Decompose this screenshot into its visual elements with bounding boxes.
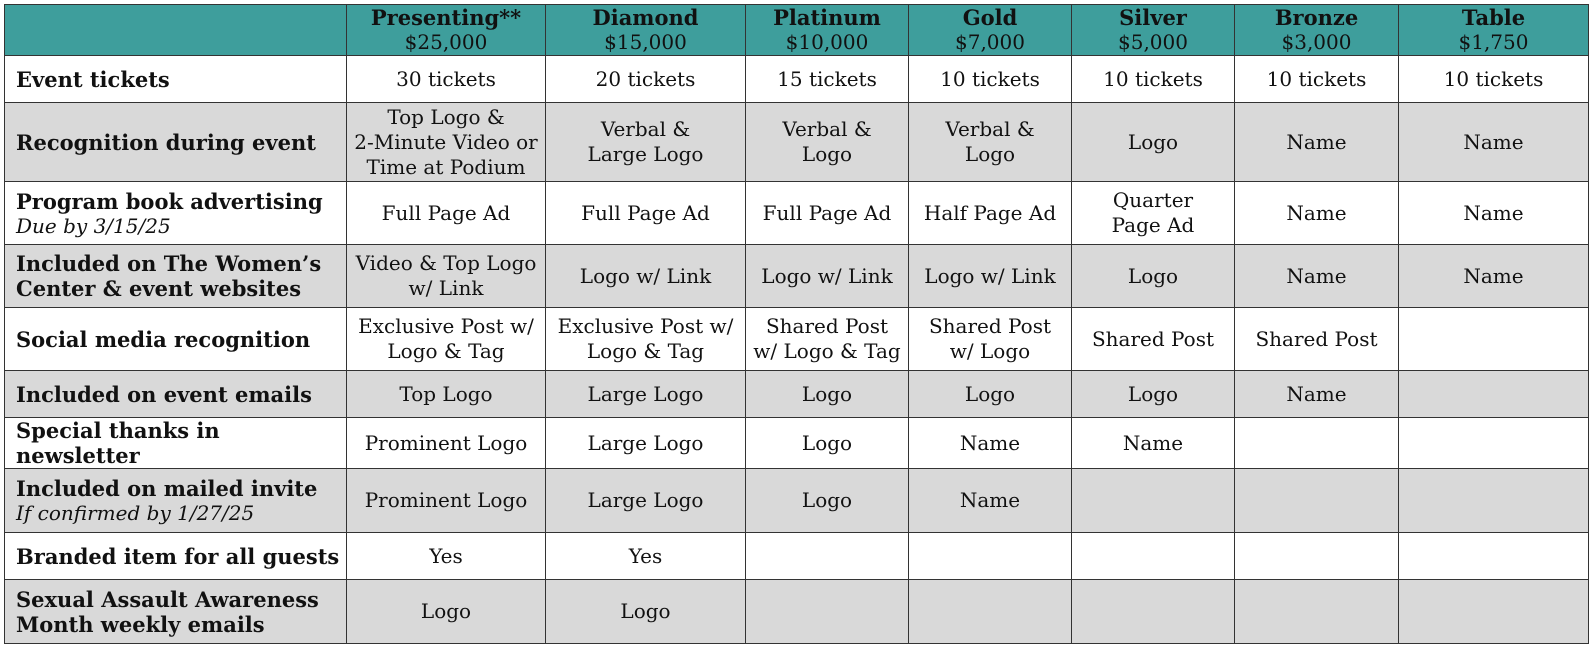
tier-price: $25,000 xyxy=(404,30,488,54)
benefit-value-cell xyxy=(909,580,1072,644)
benefit-value-cell xyxy=(1235,469,1399,533)
benefit-value-cell xyxy=(1399,580,1589,644)
benefit-value-cell xyxy=(1235,103,1399,182)
benefit-value-cell xyxy=(1399,182,1589,245)
benefit-value: Large Logo xyxy=(587,381,704,406)
tier-header-bronze xyxy=(1235,5,1399,56)
benefit-value-cell xyxy=(1399,56,1589,103)
tier-header-table xyxy=(1399,5,1589,56)
benefit-value-cell xyxy=(347,56,546,103)
benefit-value: Name xyxy=(959,430,1021,455)
benefit-value-cell xyxy=(1072,182,1235,245)
benefit-value: Verbal & Logo xyxy=(782,117,872,166)
benefit-value-cell xyxy=(546,103,746,182)
benefit-value-cell xyxy=(1072,418,1235,469)
benefit-value-cell xyxy=(1072,56,1235,103)
benefit-value-cell xyxy=(347,308,546,371)
table-row xyxy=(5,103,1589,182)
table-row xyxy=(5,533,1589,580)
benefit-label-cell xyxy=(5,103,347,182)
benefit-label-cell xyxy=(5,245,347,308)
benefit-value-cell xyxy=(347,533,546,580)
benefit-value: Logo w/ Link xyxy=(761,263,893,288)
benefit-value-cell xyxy=(746,580,909,644)
benefit-value-cell xyxy=(909,245,1072,308)
benefit-value: Logo xyxy=(620,599,671,623)
benefit-label-cell xyxy=(5,371,347,418)
tier-name: Silver xyxy=(1119,5,1187,30)
benefit-value: Name xyxy=(1286,200,1347,225)
benefit-label: Included on event emails xyxy=(16,381,312,407)
tier-price: $3,000 xyxy=(1281,30,1352,54)
benefit-value-cell xyxy=(347,371,546,418)
tier-price: $15,000 xyxy=(604,30,687,54)
tier-header-platinum xyxy=(746,5,909,56)
benefit-value: Large Logo xyxy=(587,488,704,512)
benefit-label: Special thanks in newsletter xyxy=(16,418,220,468)
benefit-label-cell xyxy=(5,533,347,580)
benefit-value-cell xyxy=(1072,580,1235,644)
benefit-value: 15 tickets xyxy=(777,66,877,91)
benefit-value-cell xyxy=(347,182,546,245)
benefit-value: Logo xyxy=(1127,129,1179,154)
benefit-value-cell xyxy=(1072,308,1235,371)
benefit-value-cell xyxy=(1235,182,1399,245)
benefit-value: Full Page Ad xyxy=(762,200,892,225)
benefit-value: Logo xyxy=(1127,381,1179,406)
benefit-value-cell xyxy=(1072,245,1235,308)
tier-header-gold xyxy=(909,5,1072,56)
benefit-value-cell xyxy=(1072,103,1235,182)
benefit-value: Prominent Logo xyxy=(364,488,528,512)
benefit-deadline: Due by 3/15/25 xyxy=(16,213,171,238)
benefit-value: Shared Post w/ Logo & Tag xyxy=(753,314,901,363)
table-row xyxy=(5,371,1589,418)
benefit-value-cell xyxy=(347,245,546,308)
benefit-value: Verbal & Logo xyxy=(945,117,1035,166)
benefit-label-cell xyxy=(5,580,347,644)
benefit-value: Verbal & Large Logo xyxy=(587,117,704,166)
benefit-value: Logo xyxy=(420,599,472,623)
benefit-value-cell xyxy=(746,308,909,371)
benefit-value: Video & Top Logo w/ Link xyxy=(355,251,537,300)
benefit-value-cell xyxy=(909,103,1072,182)
benefit-value-cell xyxy=(546,371,746,418)
benefit-value-cell xyxy=(1235,533,1399,580)
benefit-label-cell xyxy=(5,56,347,103)
benefit-label: Social media recognition xyxy=(16,326,311,352)
benefit-value: 10 tickets xyxy=(1443,66,1544,91)
benefit-value-cell xyxy=(746,56,909,103)
benefit-value: Name xyxy=(1286,381,1347,406)
sponsorship-levels-table xyxy=(4,4,1589,644)
table-row xyxy=(5,245,1589,308)
table-row xyxy=(5,580,1589,644)
benefit-value: Name xyxy=(1463,263,1524,288)
benefit-value: Yes xyxy=(429,543,463,568)
benefit-value-cell xyxy=(1235,371,1399,418)
benefit-value: Shared Post w/ Logo xyxy=(928,314,1052,363)
benefit-value-cell xyxy=(1235,308,1399,371)
benefit-value-cell xyxy=(546,533,746,580)
tier-name: Diamond xyxy=(592,5,699,30)
benefit-value: Name xyxy=(1286,263,1347,288)
benefit-value-cell xyxy=(1072,469,1235,533)
benefit-value-cell xyxy=(1072,371,1235,418)
benefit-label: Branded item for all guests xyxy=(16,543,340,569)
table-row xyxy=(5,182,1589,245)
benefit-value: 10 tickets xyxy=(940,66,1040,91)
benefit-value-cell xyxy=(909,533,1072,580)
benefit-value-cell xyxy=(546,580,746,644)
tier-price: $1,750 xyxy=(1458,30,1529,54)
benefit-value: Yes xyxy=(628,543,663,568)
benefit-value-cell xyxy=(347,103,546,182)
benefit-value-cell xyxy=(746,371,909,418)
header-corner xyxy=(5,5,347,56)
benefit-value: Logo xyxy=(801,430,853,455)
benefit-value-cell xyxy=(347,580,546,644)
benefit-value: Shared Post xyxy=(1255,326,1378,351)
benefit-value: Logo w/ Link xyxy=(924,263,1056,288)
table-body xyxy=(5,56,1589,644)
benefit-value-cell xyxy=(1235,580,1399,644)
benefit-value: Shared Post xyxy=(1091,326,1215,351)
benefit-value-cell xyxy=(909,469,1072,533)
benefit-value-cell xyxy=(909,56,1072,103)
tier-price: $10,000 xyxy=(785,30,869,54)
benefit-value-cell xyxy=(1399,418,1589,469)
benefit-value: Top Logo xyxy=(399,381,493,406)
tier-name: Bronze xyxy=(1274,5,1359,30)
benefit-label-cell xyxy=(5,418,347,469)
benefit-label: Recognition during event xyxy=(16,129,316,155)
benefit-value: Name xyxy=(1463,129,1524,154)
tier-price: $5,000 xyxy=(1118,30,1188,54)
benefit-value-cell xyxy=(1399,103,1589,182)
benefit-value: Exclusive Post w/ Logo & Tag xyxy=(557,314,734,363)
benefit-value: Full Page Ad xyxy=(381,200,511,225)
benefit-value: Half Page Ad xyxy=(923,200,1057,225)
benefit-value-cell xyxy=(546,245,746,308)
benefit-value-cell xyxy=(546,56,746,103)
header-row xyxy=(5,5,1589,56)
benefit-value-cell xyxy=(746,469,909,533)
benefit-value: Name xyxy=(1463,200,1524,225)
benefit-value-cell xyxy=(347,469,546,533)
benefit-value: 20 tickets xyxy=(595,66,696,91)
benefit-value: Name xyxy=(1122,430,1184,455)
benefit-value-cell xyxy=(746,103,909,182)
tier-price: $7,000 xyxy=(955,30,1025,54)
benefit-value-cell xyxy=(1399,533,1589,580)
tier-header-silver xyxy=(1072,5,1235,56)
benefit-label: Sexual Assault Awareness Month weekly emails xyxy=(16,586,319,637)
benefit-deadline: If confirmed by 1/27/25 xyxy=(16,501,255,525)
benefit-value: Logo xyxy=(1127,263,1179,288)
benefit-value-cell xyxy=(546,418,746,469)
benefit-value-cell xyxy=(909,418,1072,469)
benefit-value-cell xyxy=(1072,533,1235,580)
benefit-value: Large Logo xyxy=(587,430,704,455)
benefit-value: Full Page Ad xyxy=(581,200,710,225)
tier-name: Table xyxy=(1461,5,1526,30)
benefit-value-cell xyxy=(546,182,746,245)
benefit-value-cell xyxy=(1235,245,1399,308)
benefit-label: Event tickets xyxy=(16,66,170,92)
table-row xyxy=(5,469,1589,533)
tier-header-diamond xyxy=(546,5,746,56)
benefit-label: Included on mailed invite xyxy=(16,476,318,501)
benefit-value: Name xyxy=(959,488,1021,512)
benefit-value: Logo xyxy=(801,381,853,406)
benefit-value-cell xyxy=(546,469,746,533)
benefit-value: Top Logo & 2-Minute Video or Time at Podium xyxy=(354,104,538,179)
tier-header-presenting xyxy=(347,5,546,56)
table-row xyxy=(5,56,1589,103)
tier-name: Gold xyxy=(962,5,1018,30)
benefit-label: Included on The Women’s Center & event websites xyxy=(16,251,322,301)
benefit-value: Exclusive Post w/ Logo & Tag xyxy=(358,314,534,363)
benefit-value-cell xyxy=(347,418,546,469)
benefit-value-cell xyxy=(746,182,909,245)
table-row xyxy=(5,418,1589,469)
benefit-value: Quarter Page Ad xyxy=(1111,188,1195,237)
benefit-value-cell xyxy=(1399,469,1589,533)
benefit-value-cell xyxy=(746,533,909,580)
benefit-value: Logo xyxy=(964,381,1016,406)
benefit-value-cell xyxy=(546,308,746,371)
benefit-label-cell xyxy=(5,182,347,245)
benefit-value: 10 tickets xyxy=(1266,66,1367,91)
benefit-value-cell xyxy=(1399,308,1589,371)
benefit-value: 10 tickets xyxy=(1103,66,1203,91)
benefit-value-cell xyxy=(909,371,1072,418)
benefit-label: Program book advertising xyxy=(16,188,323,214)
benefit-value: Logo xyxy=(801,488,853,512)
benefit-value-cell xyxy=(1399,371,1589,418)
benefit-value-cell xyxy=(1235,56,1399,103)
benefit-value-cell xyxy=(746,245,909,308)
benefit-label-cell xyxy=(5,308,347,371)
tier-name: Presenting** xyxy=(370,5,522,30)
benefit-value-cell xyxy=(909,182,1072,245)
tier-name: Platinum xyxy=(773,5,881,30)
benefit-value: 30 tickets xyxy=(396,66,496,91)
benefit-value: Name xyxy=(1286,129,1347,154)
table-row xyxy=(5,308,1589,371)
benefit-value-cell xyxy=(1399,245,1589,308)
benefit-value: Logo w/ Link xyxy=(579,263,712,288)
benefit-value-cell xyxy=(1235,418,1399,469)
benefit-value-cell xyxy=(746,418,909,469)
benefit-value: Prominent Logo xyxy=(364,430,528,455)
benefit-label-cell xyxy=(5,469,347,533)
benefit-value-cell xyxy=(909,308,1072,371)
